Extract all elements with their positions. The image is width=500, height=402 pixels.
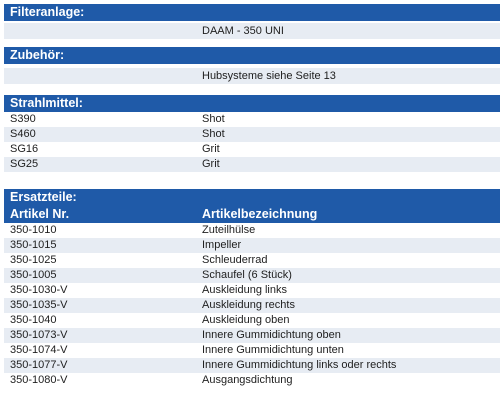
zubehoer-row <box>4 68 500 84</box>
artikel-name: Innere Gummidichtung unten <box>202 344 344 356</box>
artikel-nr: 350-1074-V <box>10 344 68 356</box>
table-row <box>4 268 500 283</box>
ersatzteile-header <box>4 189 500 223</box>
table-row <box>4 358 500 373</box>
artikel-nr: 350-1040 <box>10 314 57 326</box>
artikel-nr: 350-1035-V <box>10 299 68 311</box>
table-row <box>4 142 500 157</box>
filteranlage-header: Filteranlage: <box>4 4 500 21</box>
artikel-nr: 350-1005 <box>10 269 57 281</box>
ersatzteile-column-headers <box>10 205 500 223</box>
table-row <box>4 238 500 253</box>
strahlmittel-code: SG16 <box>10 143 39 155</box>
artikel-name: Innere Gummidichtung oben <box>202 329 341 341</box>
section-zubehoer <box>4 47 500 84</box>
strahlmittel-table <box>4 112 500 172</box>
table-row <box>4 373 500 388</box>
zubehoer-value: Hubsysteme siehe Seite 13 <box>202 70 336 82</box>
section-filteranlage <box>4 4 500 39</box>
filteranlage-value: DAAM - 350 UNI <box>202 25 284 37</box>
table-row <box>4 127 500 142</box>
artikel-nr: 350-1025 <box>10 254 57 266</box>
table-row <box>4 223 500 238</box>
table-row <box>4 253 500 268</box>
column-header-artikelbezeichnung: Artikelbezeichnung <box>202 207 318 221</box>
table-row <box>4 313 500 328</box>
filteranlage-row <box>4 23 500 39</box>
table-row <box>4 283 500 298</box>
table-row <box>4 112 500 127</box>
artikel-name: Auskleidung links <box>202 284 287 296</box>
strahlmittel-type: Grit <box>202 143 220 155</box>
artikel-name: Auskleidung rechts <box>202 299 295 311</box>
artikel-name: Ausgangsdichtung <box>202 374 293 386</box>
strahlmittel-code: S460 <box>10 128 36 140</box>
artikel-nr: 350-1010 <box>10 224 57 236</box>
strahlmittel-type: Shot <box>202 128 225 140</box>
artikel-nr: 350-1030-V <box>10 284 68 296</box>
artikel-nr: 350-1073-V <box>10 329 68 341</box>
strahlmittel-type: Shot <box>202 113 225 125</box>
strahlmittel-type: Grit <box>202 158 220 170</box>
artikel-nr: 350-1080-V <box>10 374 68 386</box>
section-ersatzteile <box>4 189 500 388</box>
artikel-name: Impeller <box>202 239 242 251</box>
table-row <box>4 328 500 343</box>
table-row <box>4 343 500 358</box>
section-strahlmittel <box>4 95 500 172</box>
strahlmittel-code: SG25 <box>10 158 39 170</box>
ersatzteile-title: Ersatzteile: <box>10 190 77 204</box>
artikel-name: Schaufel (6 Stück) <box>202 269 292 281</box>
artikel-name: Schleuderrad <box>202 254 268 266</box>
artikel-nr: 350-1015 <box>10 239 57 251</box>
artikel-name: Innere Gummidichtung links oder rechts <box>202 359 397 371</box>
ersatzteile-table <box>4 223 500 388</box>
artikel-name: Zuteilhülse <box>202 224 256 236</box>
strahlmittel-code: S390 <box>10 113 36 125</box>
table-row <box>4 298 500 313</box>
artikel-nr: 350-1077-V <box>10 359 68 371</box>
artikel-name: Auskleidung oben <box>202 314 290 326</box>
table-row <box>4 157 500 172</box>
zubehoer-header: Zubehör: <box>4 47 500 64</box>
column-header-artikel-nr: Artikel Nr. <box>10 207 70 221</box>
strahlmittel-header: Strahlmittel: <box>4 95 500 112</box>
